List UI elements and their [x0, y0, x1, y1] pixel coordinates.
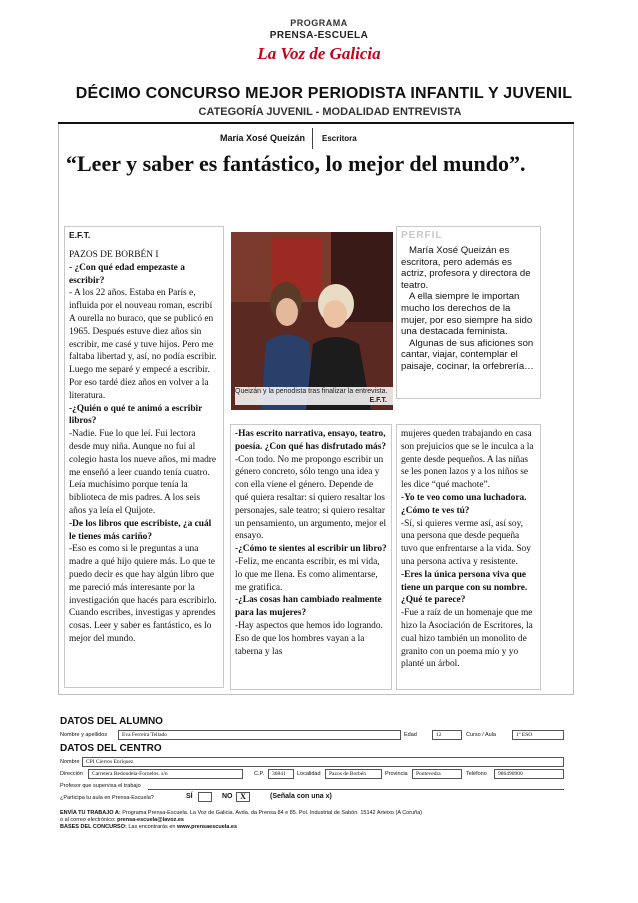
- rules-label: BASES DEL CONCURSO:: [60, 824, 127, 830]
- rules-link[interactable]: www.prensaescuela.es: [176, 824, 238, 830]
- profile-label: PERFIL: [401, 230, 443, 241]
- student-name-field[interactable]: Eva Ferreira Tellado: [118, 730, 401, 740]
- category-subtitle: CATEGORÍA JUVENIL - MODALIDAD ENTREVISTA: [198, 106, 462, 118]
- city-label: Localidad: [297, 771, 321, 777]
- school-data-heading: DATOS DEL CENTRO: [60, 743, 162, 754]
- no-label: NO: [222, 793, 233, 800]
- profile-box: [396, 226, 541, 399]
- send-to-label: ENVÍA TU TRABAJO A:: [60, 810, 121, 816]
- address-label: Dirección: [60, 771, 83, 777]
- question: -Yo te veo como una luchadora. ¿Cómo te ves tú?: [401, 492, 527, 516]
- student-data-heading: DATOS DEL ALUMNO: [60, 716, 163, 727]
- question: -Has escrito narrativa, ensayo, teatro, poesía. ¿Con qué has disfrutado más?: [235, 429, 387, 452]
- newspaper-logo: La Voz de Galicia: [257, 44, 381, 63]
- teacher-field[interactable]: [148, 789, 564, 790]
- answer: -Sí, si quieres verme así, así soy, una persona que desde pequeña tuvo que enfrentarse a la vida. Soy una persona activa y resistente.: [401, 518, 531, 567]
- column-1-text: [69, 249, 219, 646]
- prensa-escuela-label: PRENSA-ESCUELA: [269, 30, 369, 41]
- interview-column-1: [64, 226, 224, 688]
- email-line: [60, 817, 184, 824]
- answer: mujeres queden trabajando en casa son prejuicios que se le inculca a la gente desde pequeños. A las niñas se les ponen lazos y a los niños se les dice “qué machote”.: [401, 429, 534, 491]
- question: -¿Cómo te sientes al escribir un libro?: [235, 544, 387, 555]
- caption-credit: E.F.T.: [369, 397, 387, 404]
- send-to-address: Programa Prensa-Escuela. La Voz de Galicia. Avda. da Prensa 84 e 85. Pol. Industrial de Sabón. 15142 Arteixo (A Coruña): [122, 810, 423, 816]
- name-label: Nombre y apellidos: [60, 732, 108, 738]
- mark-instruction: (Señala con una x): [270, 793, 332, 800]
- participation-label: ¿Participa tu aula en Prensa-Escuela?: [60, 795, 154, 801]
- answer: -Eso es como si le preguntas a una madre a qué hijo quiere más. Lo que te puedo decir es que hay algún libro que me pareció más interesante por la investigación que hacés para escribirlo. Cuando escribes, investigas y aprendes cosas. Leer y saber es fantástico, es lo mejor del mundo.: [69, 544, 217, 644]
- yes-label: SÍ: [186, 793, 193, 800]
- question: -De los libros que escribiste, ¿a cuál le tienes más cariño?: [69, 518, 212, 542]
- answer: -Feliz, me encanta escribir, es mi vida, lo que me llena. Es como alimentarse, me gratifica.: [235, 556, 380, 593]
- phone-field[interactable]: 986490900: [494, 769, 564, 779]
- school-name-label: Nombre: [60, 759, 80, 765]
- interviewee-name: María Xosé Queizán: [219, 133, 305, 143]
- province-field[interactable]: Pontevedra: [412, 769, 462, 779]
- question: - ¿Con qué edad empezaste a escribir?: [69, 262, 185, 286]
- paragraph: PAZOS DE BORBÉN I: [69, 250, 159, 260]
- rules-line: [60, 824, 237, 831]
- interview-column-3: [396, 424, 541, 690]
- question: -Eres la única persona viva que tiene un parque con su nombre. ¿Qué te parece?: [401, 569, 528, 606]
- postal-code-label: C.P.: [254, 771, 264, 777]
- province-label: Provincia: [385, 771, 408, 777]
- article-headline: “Leer y saber es fantástico, lo mejor del mundo”.: [66, 151, 526, 176]
- phone-label: Teléfono: [466, 771, 487, 777]
- interviewee-role: Escritora: [322, 134, 357, 143]
- teacher-label: Profesor que supervisa el trabajo: [60, 783, 141, 789]
- profile-paragraph: A ella siempre le importan mucho los derechos de la mujer, por eso siempre ha sido una destacada feminista.: [401, 291, 533, 338]
- age-field[interactable]: 12: [432, 730, 462, 740]
- question: -¿Quién o qué te animó a escribir libros?: [69, 403, 203, 427]
- answer: -Hay aspectos que hemos ido logrando. Eso de que los hombres vayan a la taberna y las: [235, 620, 383, 657]
- question: -¿Las cosas han cambiado realmente para las mujeres?: [235, 595, 382, 619]
- answer: -Nadie. Fue lo que leí. Fui lectora desde muy niña. Aunque no fui al colegio hasta los nueve años, mi madre me enseñó a leer cuando tenía cuatro. Leía muchísimo porque tenía la biblioteca de mis padres. A los seis años ya leía el Quijote.: [69, 429, 217, 516]
- contest-title: DÉCIMO CONCURSO MEJOR PERIODISTA INFANTIL Y JUVENIL: [75, 85, 573, 102]
- interview-photo: [231, 232, 393, 410]
- answer: -Fue a raíz de un homenaje que me hizo la Asociación de Escritores, la cual hizo también un monolito de granito con un poema mío y yo planté un árbol.: [401, 608, 533, 670]
- profile-paragraph: Algunas de sus aficiones son cantar, viajar, contemplar el paisaje, cocinar, la orfebrería…: [401, 337, 534, 372]
- answer: -Con todo. No me propongo escribir un género concreto, sólo tengo una idea y con ella viene el género. Depende de qué quiera resaltar: si quiero resaltar los personajes, sale teatro; si quiero resaltar un pensamiento, un argumento, mejor el ensayo.: [235, 454, 387, 542]
- age-label: Edad: [404, 732, 417, 738]
- email-address[interactable]: prensa-escuela@lavoz.es: [117, 817, 184, 823]
- course-field[interactable]: 1º ESO: [512, 730, 564, 740]
- postal-code-field[interactable]: 36841: [268, 769, 294, 779]
- yes-checkbox[interactable]: [198, 792, 212, 802]
- course-label: Curso / Aula: [466, 732, 496, 738]
- byline: E.F.T.: [69, 230, 91, 240]
- profile-paragraph: María Xosé Queizán es escritora, pero además es actriz, profesora y directora de teatro.: [401, 245, 531, 291]
- no-checkbox[interactable]: X: [236, 792, 250, 802]
- answer: - A los 22 años. Estaba en París e, influida por el nouveau roman, escribí A ourella no buraco, que se publicó en 1965. Después estuve diez años sin escribir, me casé y tuve hijos. Pero me faltaba libertad y, así, no podía escribir. Luego me separé y empecé a escribir. Por eso tardé diez años en volver a la literatura.: [69, 288, 217, 401]
- address-field[interactable]: Carretera Redondela-Fornelos. s/n: [88, 769, 243, 779]
- author-separator: [312, 128, 313, 149]
- caption-text: Queizán y la periodista tras finalizar la entrevista.: [235, 388, 388, 395]
- program-label: PROGRAMA: [290, 18, 348, 28]
- city-field[interactable]: Pazos de Borbén: [325, 769, 382, 779]
- email-label: o al correo electrónico:: [60, 817, 116, 823]
- school-name-field[interactable]: CPI Cierros Enríquez: [82, 757, 564, 767]
- send-to-line: [60, 810, 580, 817]
- rules-text: Las encontrarás en: [128, 824, 176, 830]
- interview-column-2: [230, 424, 392, 690]
- photo-caption: [235, 387, 395, 405]
